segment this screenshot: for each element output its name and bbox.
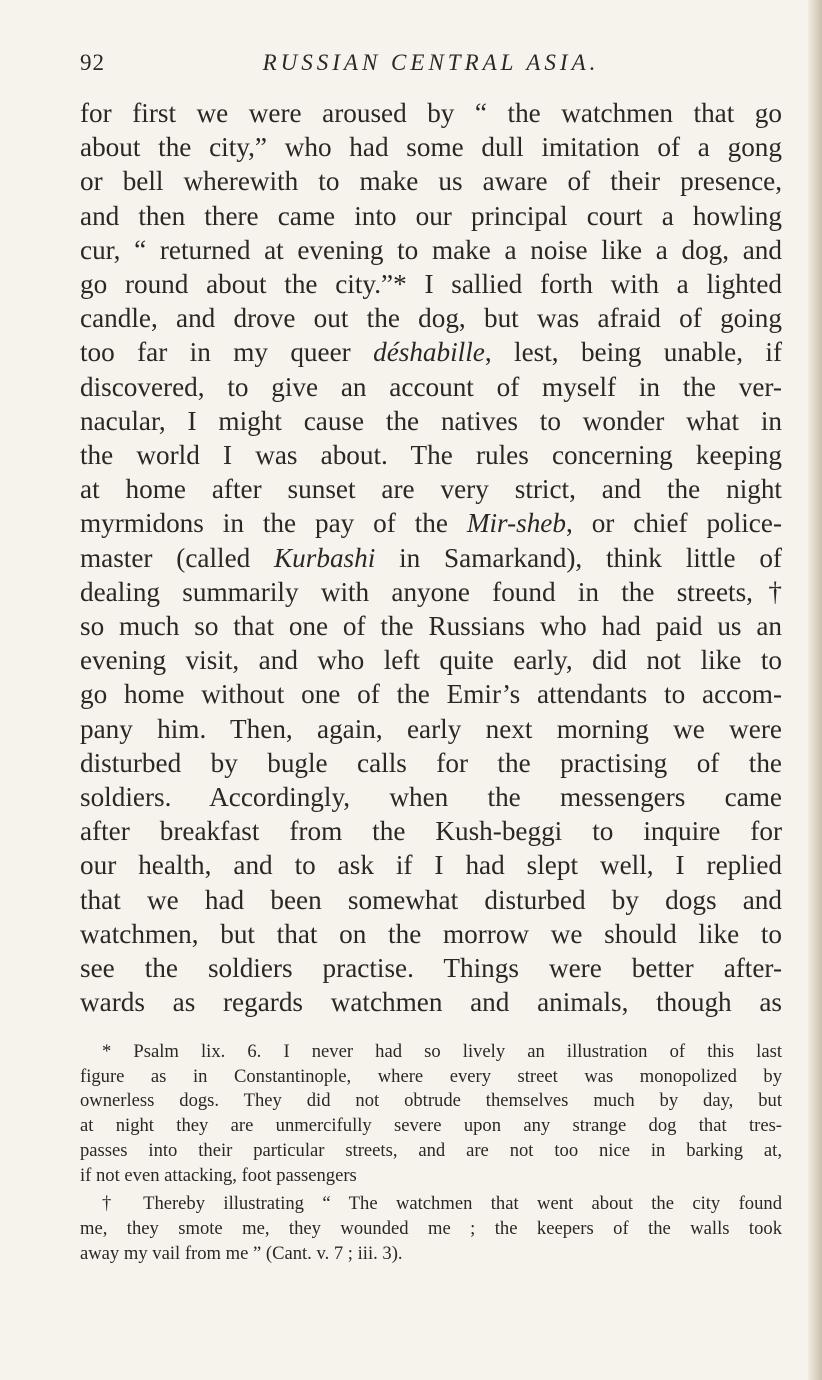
- footnote-line: at night they are unmercifully severe upon any strange dog that tres-: [80, 1115, 782, 1137]
- body-line: cur, “ returned at evening to make a noise like a dog, and: [80, 234, 782, 265]
- footnote-line: away my vail from me ” (Cant. v. 7 ; iii. 3).: [80, 1242, 403, 1264]
- italic-term-mir-sheb: Mir-sheb: [466, 508, 566, 539]
- body-text-run: in Samarkand), think little of: [399, 542, 782, 573]
- body-text-run: master (called: [80, 542, 251, 573]
- footnote-line: ownerless dogs. They did not obtrude themselves much by day, but: [80, 1090, 782, 1112]
- italic-term-deshabille: déshabille: [373, 337, 485, 368]
- body-line: discovered, to give an account of myself in the ver-: [80, 371, 782, 402]
- body-line: for first we were aroused by “ the watchmen that go: [80, 98, 782, 128]
- body-line: go home without one of the Emir’s attendants to accom-: [80, 679, 782, 710]
- running-title: RUSSIAN CENTRAL ASIA.: [262, 50, 600, 75]
- body-line: [80, 541, 782, 575]
- italic-term-kurbashi: Kurbashi: [274, 542, 376, 573]
- body-line: so much so that one of the Russians who had paid us an: [80, 611, 782, 642]
- footnote-line: me, they smote me, they wounded me ; the keepers of the walls took: [80, 1217, 782, 1239]
- body-line: our health, and to ask if I had slept well, I replied: [80, 850, 782, 881]
- page-header: [80, 50, 782, 90]
- page-edge-shadow: [808, 0, 822, 1380]
- body-line: [80, 506, 782, 540]
- body-line: disturbed by bugle calls for the practising of the: [80, 747, 782, 778]
- body-line: at home after sunset are very strict, and the night: [80, 474, 782, 505]
- body-text: [80, 96, 782, 1019]
- footnote-line: passes into their particular streets, and are not too nice in barking at,: [80, 1139, 782, 1161]
- body-line: watchmen, but that on the morrow we should like to: [80, 918, 782, 949]
- body-line: go round about the city.”* I sallied forth with a lighted: [80, 269, 782, 300]
- body-line: after breakfast from the Kush-beggi to inquire for: [80, 816, 782, 847]
- body-text-run: myrmidons in the pay of the: [80, 508, 448, 539]
- footnote-line: figure as in Constantinople, where every street was monopolized by: [80, 1065, 782, 1087]
- body-text-run: , lest, being unable, if: [484, 337, 783, 368]
- body-line: or bell wherewith to make us aware of their presence,: [80, 166, 782, 197]
- body-text-run: too far in my queer: [80, 337, 351, 368]
- body-line: nacular, I might cause the natives to wonder what in: [80, 405, 782, 436]
- body-text-run: , or chief police-: [565, 508, 782, 539]
- footnote-line: * Psalm lix. 6. I never had so lively an illustration of this last: [102, 1041, 782, 1062]
- body-line: candle, and drove out the dog, but was afraid of going: [80, 303, 782, 334]
- body-line: see the soldiers practise. Things were better after-: [80, 953, 782, 984]
- body-line: about the city,” who had some dull imitation of a gong: [80, 132, 782, 163]
- page-number: 92: [80, 50, 105, 75]
- body-line: that we had been somewhat disturbed by dogs and: [80, 884, 782, 915]
- footnote-line: if not even attacking, foot passengers: [80, 1164, 357, 1186]
- body-line: soldiers. Accordingly, when the messengers came: [80, 782, 782, 813]
- body-line: wards as regards watchmen and animals, though as: [80, 987, 782, 1018]
- body-line: and then there came into our principal court a howling: [80, 200, 782, 231]
- body-line: evening visit, and who left quite early, did not like to: [80, 645, 782, 676]
- body-line: pany him. Then, again, early next morning we were: [80, 713, 782, 744]
- body-line: the world I was about. The rules concerning keeping: [80, 440, 782, 471]
- body-line: dealing summarily with anyone found in the streets,†: [80, 576, 782, 607]
- footnote-line: † Thereby illustrating “ The watchmen that went about the city found: [102, 1193, 782, 1215]
- footnotes: [80, 1040, 782, 1266]
- body-line: [80, 335, 782, 369]
